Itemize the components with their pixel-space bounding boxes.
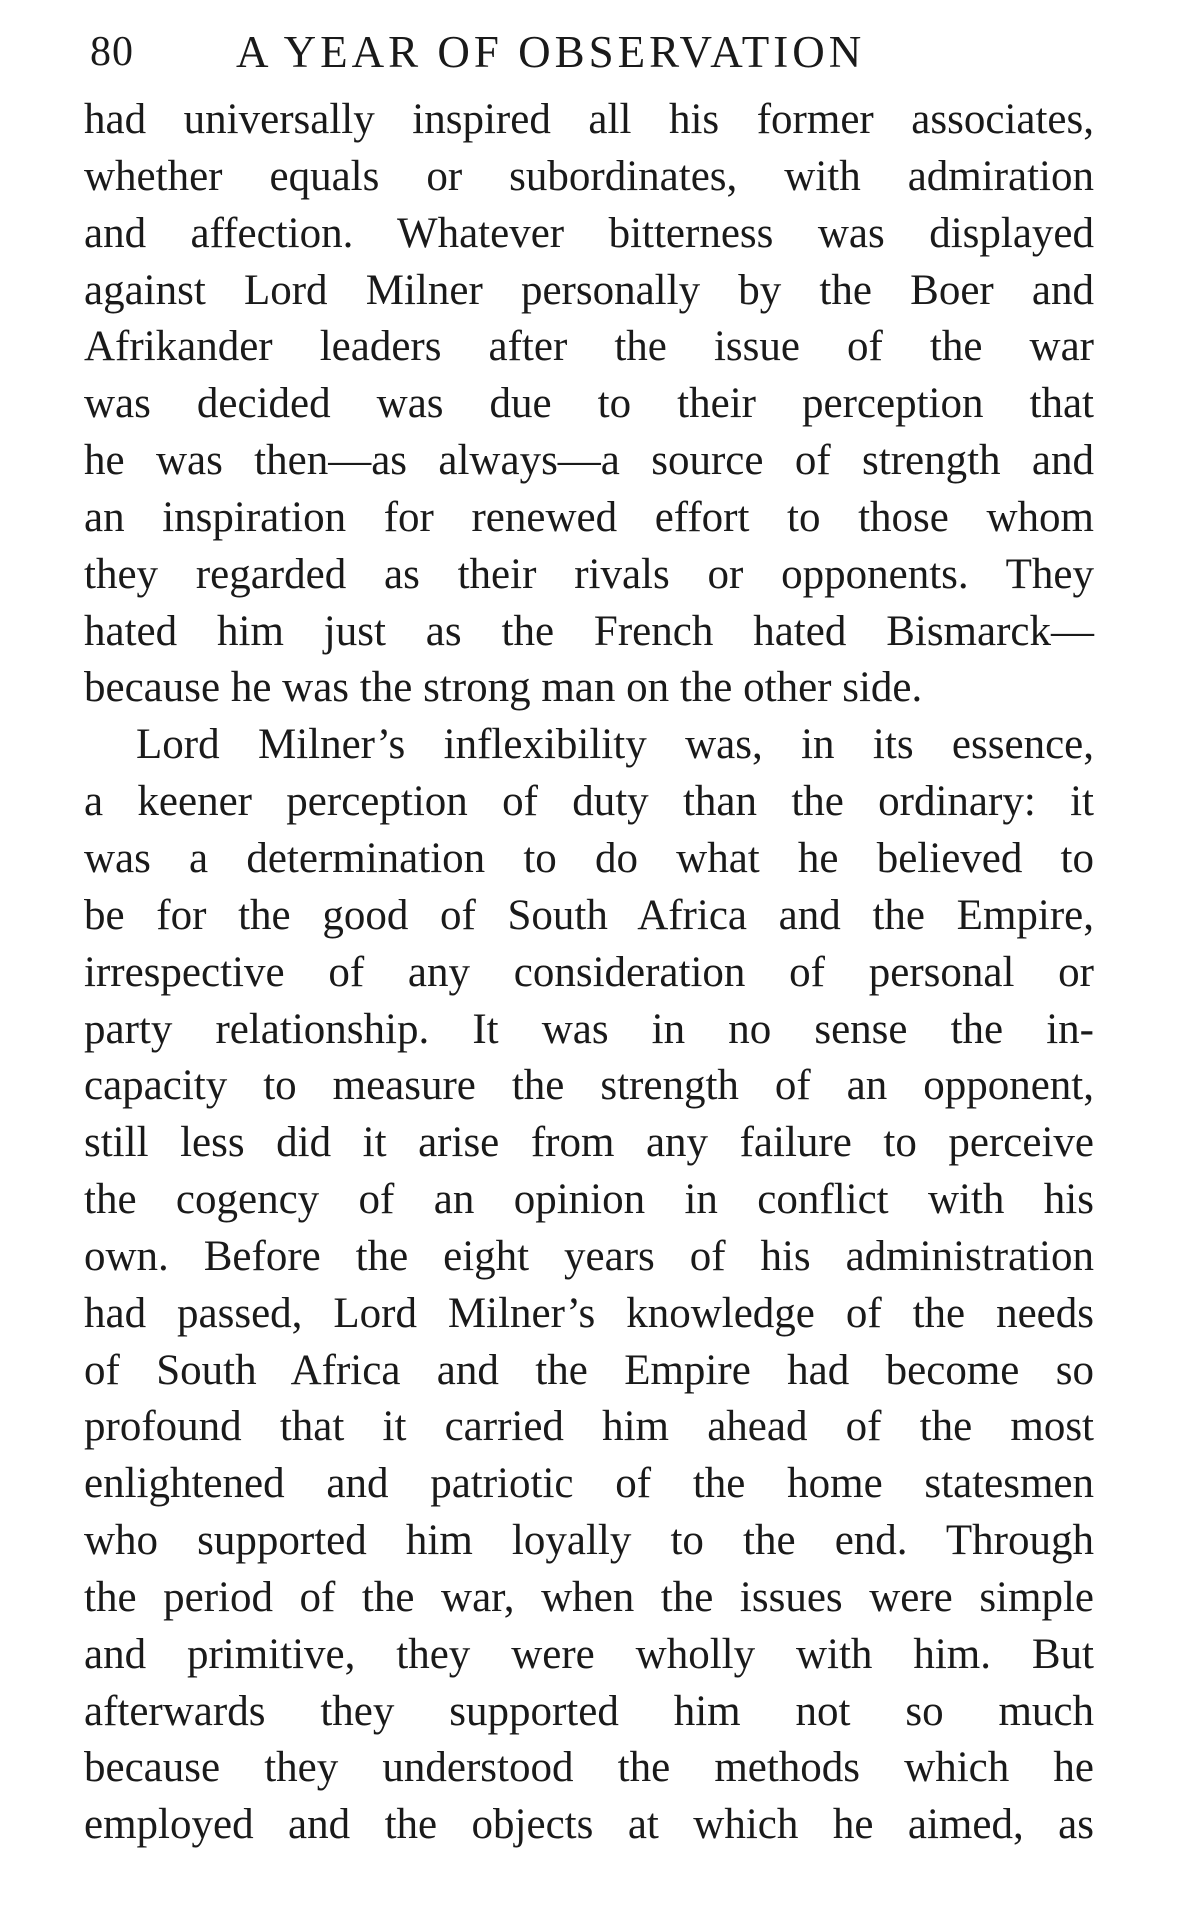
text-line: capacity to measure the strength of an opponent, (84, 1062, 1094, 1110)
text-line: Afrikander leaders after the issue of the war (84, 323, 1094, 371)
text-line: be for the good of South Africa and the Empire, (84, 891, 1094, 939)
text-line: and primitive, they were wholly with him. But (84, 1630, 1094, 1678)
text-line: a keener perception of duty than the ordinary: it (84, 778, 1094, 826)
text-line: hated him just as the French hated Bismarck— (84, 607, 1094, 655)
text-line: the period of the war, when the issues were simple (84, 1573, 1094, 1621)
text-line: he was then—as always—a source of strength and (84, 437, 1094, 485)
text-line: who supported him loyally to the end. Through (84, 1517, 1094, 1565)
page-number: 80 (90, 29, 134, 75)
text-line: the cogency of an opinion in conflict with his (84, 1176, 1094, 1224)
text-line: against Lord Milner personally by the Boer and (84, 266, 1094, 314)
paragraph-first-line: Lord Milner’s inflexibility was, in its essence, (136, 721, 1094, 769)
running-head: A YEAR OF OBSERVATION (236, 27, 866, 77)
text-line: irrespective of any consideration of personal or (84, 948, 1094, 996)
text-line: enlightened and patriotic of the home statesmen (84, 1460, 1094, 1508)
text-line: had passed, Lord Milner’s knowledge of the needs (84, 1289, 1094, 1337)
text-line: afterwards they supported him not so much (84, 1687, 1094, 1735)
text-line: and affection. Whatever bitterness was displayed (84, 209, 1094, 257)
body-text (84, 92, 1094, 1854)
page-header (90, 22, 1110, 82)
paragraph-last-line: because he was the strong man on the other side. (84, 664, 923, 712)
text-line: profound that it carried him ahead of the most (84, 1403, 1094, 1451)
text-line: was a determination to do what he believed to (84, 834, 1094, 882)
text-line: they regarded as their rivals or opponents. They (84, 550, 1094, 598)
text-line: still less did it arise from any failure to perceive (84, 1119, 1094, 1167)
text-line: because they understood the methods which he (84, 1744, 1094, 1792)
text-line: was decided was due to their perception that (84, 380, 1094, 428)
text-line: party relationship. It was in no sense the in- (84, 1005, 1094, 1053)
text-line: an inspiration for renewed effort to those whom (84, 493, 1094, 541)
text-line: employed and the objects at which he aimed, as (84, 1801, 1094, 1849)
text-line: whether equals or subordinates, with admiration (84, 152, 1094, 200)
text-line: own. Before the eight years of his administration (84, 1232, 1094, 1280)
text-line: had universally inspired all his former associates, (84, 96, 1094, 143)
text-line: of South Africa and the Empire had become so (84, 1346, 1094, 1394)
